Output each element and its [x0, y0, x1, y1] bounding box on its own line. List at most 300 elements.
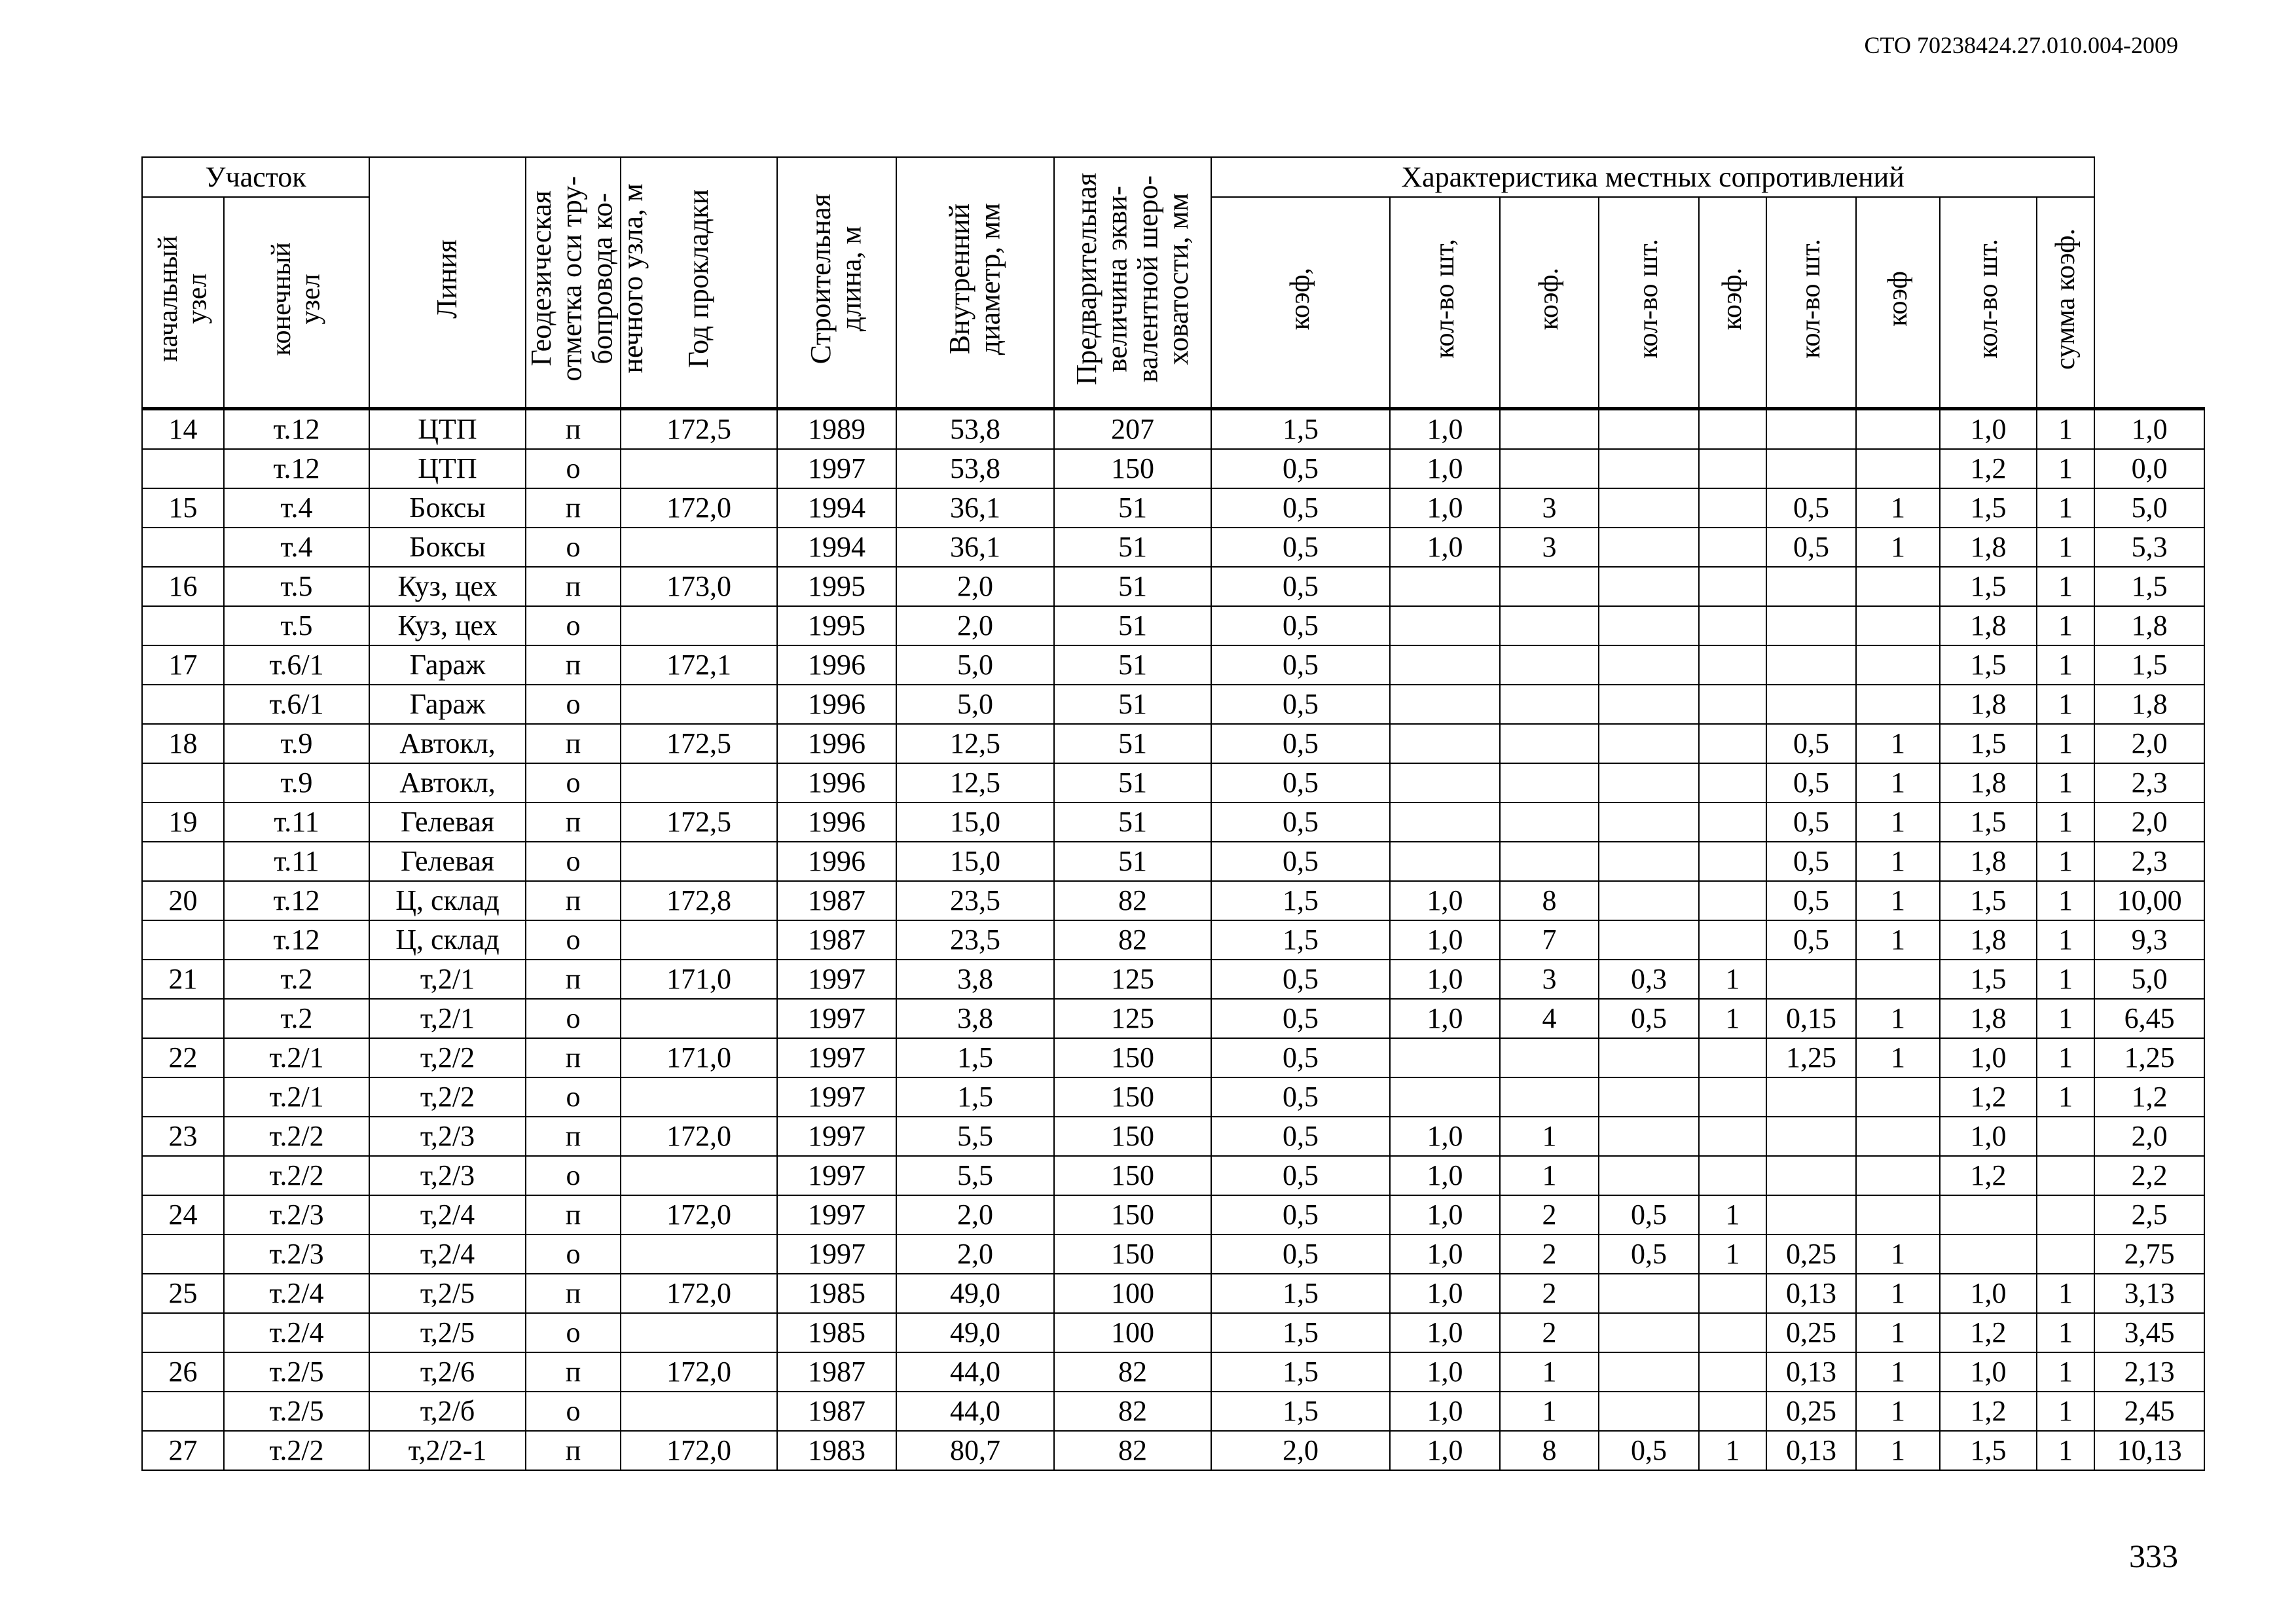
table-cell: 2,5 — [2094, 1195, 2204, 1235]
table-cell: Боксы — [369, 488, 526, 528]
table-cell: 2,0 — [896, 567, 1054, 606]
table-cell — [1766, 449, 1856, 488]
table-cell: 1 — [1856, 1274, 1940, 1313]
table-cell: 23 — [142, 1117, 224, 1156]
header-inner-diameter: Внутренний диаметр, мм — [896, 157, 1054, 409]
table-cell: 1 — [1856, 920, 1940, 960]
table-cell: 0,5 — [1211, 999, 1390, 1038]
table-cell — [1699, 763, 1766, 803]
table-cell: 1,2 — [1940, 1077, 2037, 1117]
table-cell: 1997 — [777, 999, 896, 1038]
table-cell: т,2/2 — [369, 1077, 526, 1117]
table-cell: 1 — [1856, 1431, 1940, 1470]
table-cell: 44,0 — [896, 1352, 1054, 1392]
table-cell: 0,5 — [1211, 645, 1390, 685]
table-cell — [1599, 881, 1699, 920]
table-cell: 1,0 — [1940, 1038, 2037, 1077]
table-cell: 5,0 — [896, 685, 1054, 724]
table-row — [142, 1038, 2204, 1077]
table-cell: 2,3 — [2094, 763, 2204, 803]
table-cell: т.6/1 — [224, 645, 369, 685]
table-cell: 15 — [142, 488, 224, 528]
table-cell — [1390, 763, 1500, 803]
table-cell: о — [526, 606, 621, 645]
table-cell — [1856, 685, 1940, 724]
table-cell: 14 — [142, 409, 224, 450]
table-cell: т,2/6 — [369, 1352, 526, 1392]
table-cell — [1766, 1077, 1856, 1117]
page-number: 333 — [2129, 1538, 2178, 1574]
table-cell — [1500, 567, 1599, 606]
table-cell — [142, 842, 224, 881]
table-cell: 1 — [2037, 1077, 2094, 1117]
table-cell: п — [526, 1352, 621, 1392]
table-cell: 15,0 — [896, 803, 1054, 842]
table-cell: 0,5 — [1211, 1235, 1390, 1274]
table-cell — [1699, 1156, 1766, 1195]
header-coef-1: коэф, — [1211, 197, 1390, 409]
table-cell: о — [526, 999, 621, 1038]
table-cell: 1 — [2037, 685, 2094, 724]
table-cell: 1,8 — [2094, 606, 2204, 645]
table-cell: о — [526, 920, 621, 960]
table-cell: 1 — [1856, 1038, 1940, 1077]
table-row — [142, 1274, 2204, 1313]
table-cell — [621, 1313, 777, 1352]
table-cell: п — [526, 960, 621, 999]
header-coef-3: коэф. — [1699, 197, 1766, 409]
table-cell: 1987 — [777, 920, 896, 960]
table-cell — [1599, 1313, 1699, 1352]
table-cell: 49,0 — [896, 1313, 1054, 1352]
table-cell: 1,5 — [1940, 724, 2037, 763]
table-cell: 100 — [1054, 1274, 1211, 1313]
table-cell: 82 — [1054, 1431, 1211, 1470]
table-cell: о — [526, 1077, 621, 1117]
table-cell: 0,5 — [1211, 488, 1390, 528]
table-cell: т.2/3 — [224, 1195, 369, 1235]
table-cell: 1987 — [777, 1392, 896, 1431]
table-cell: 171,0 — [621, 1038, 777, 1077]
table-cell: 1 — [2037, 999, 2094, 1038]
table-cell: 1,0 — [1390, 1274, 1500, 1313]
table-cell: 1 — [2037, 803, 2094, 842]
table-cell — [1599, 842, 1699, 881]
table-cell — [1856, 1077, 1940, 1117]
table-cell: т,2/б — [369, 1392, 526, 1431]
table-row — [142, 920, 2204, 960]
table-cell: 0,5 — [1211, 960, 1390, 999]
table-cell: 172,0 — [621, 1195, 777, 1235]
table-cell — [621, 1077, 777, 1117]
table-row — [142, 528, 2204, 567]
table-cell: 1 — [1856, 1392, 1940, 1431]
table-cell: 1,0 — [1390, 881, 1500, 920]
table-cell: 2 — [1500, 1195, 1599, 1235]
table-cell: 172,0 — [621, 1352, 777, 1392]
table-cell — [1390, 724, 1500, 763]
table-cell: о — [526, 1156, 621, 1195]
table-cell: 1,8 — [1940, 528, 2037, 567]
table-cell — [1940, 1235, 2037, 1274]
table-cell: 1,0 — [1390, 1352, 1500, 1392]
table-cell — [1500, 1077, 1599, 1117]
table-cell: т,2/5 — [369, 1313, 526, 1352]
table-cell — [1699, 842, 1766, 881]
table-cell: т.2/2 — [224, 1117, 369, 1156]
table-cell: 1987 — [777, 1352, 896, 1392]
table-cell — [621, 606, 777, 645]
table-cell — [1856, 1117, 1940, 1156]
table-cell: 1,5 — [2094, 645, 2204, 685]
table-cell: 1,2 — [1940, 449, 2037, 488]
table-cell: 26 — [142, 1352, 224, 1392]
table-cell — [1699, 1392, 1766, 1431]
table-cell — [142, 606, 224, 645]
table-cell: 172,8 — [621, 881, 777, 920]
table-cell: т.2/1 — [224, 1077, 369, 1117]
table-cell — [1699, 1274, 1766, 1313]
table-cell: т.2/5 — [224, 1352, 369, 1392]
table-cell: 1,0 — [1390, 409, 1500, 450]
table-cell — [1599, 1352, 1699, 1392]
table-cell — [1599, 724, 1699, 763]
table-cell: 0,5 — [1766, 528, 1856, 567]
table-cell: 2,0 — [896, 1235, 1054, 1274]
table-cell: 2,3 — [2094, 842, 2204, 881]
table-cell: 1 — [2037, 1431, 2094, 1470]
table-cell: 23,5 — [896, 920, 1054, 960]
table-cell: 1 — [2037, 1352, 2094, 1392]
table-row — [142, 1352, 2204, 1392]
header-construction-length: Строительная длина, м — [777, 157, 896, 409]
table-cell: 1 — [2037, 1313, 2094, 1352]
table-cell: 1,8 — [1940, 763, 2037, 803]
table-cell: 1997 — [777, 1235, 896, 1274]
table-cell: 1,5 — [896, 1038, 1054, 1077]
table-cell — [1699, 449, 1766, 488]
table-cell: т,2/2-1 — [369, 1431, 526, 1470]
table-cell: 2,0 — [2094, 803, 2204, 842]
table-cell — [142, 1392, 224, 1431]
table-cell: т.12 — [224, 409, 369, 450]
table-cell: 8 — [1500, 1431, 1599, 1470]
table-cell — [1599, 606, 1699, 645]
table-cell: ЦТП — [369, 409, 526, 450]
table-cell: п — [526, 1195, 621, 1235]
header-line: Линия — [369, 157, 526, 409]
table-cell: 3 — [1500, 528, 1599, 567]
table-cell: 0,5 — [1211, 528, 1390, 567]
table-cell: 0,5 — [1211, 763, 1390, 803]
table-cell: 1,5 — [1211, 1313, 1390, 1352]
table-cell: Куз, цех — [369, 567, 526, 606]
table-cell: 1 — [1856, 528, 1940, 567]
table-cell: 1,0 — [1390, 1117, 1500, 1156]
table-cell — [621, 528, 777, 567]
table-cell: 1 — [1856, 1352, 1940, 1392]
table-cell: 82 — [1054, 1392, 1211, 1431]
table-cell — [1599, 685, 1699, 724]
table-cell: 1994 — [777, 488, 896, 528]
table-cell — [1699, 1117, 1766, 1156]
table-row — [142, 1156, 2204, 1195]
table-cell: 1997 — [777, 1195, 896, 1235]
table-cell: 0,25 — [1766, 1235, 1856, 1274]
table-cell: 150 — [1054, 1235, 1211, 1274]
table-cell: 1,0 — [1390, 1195, 1500, 1235]
table-cell: 3,45 — [2094, 1313, 2204, 1352]
table-cell — [1500, 449, 1599, 488]
table-row — [142, 1077, 2204, 1117]
table-cell: 51 — [1054, 528, 1211, 567]
table-row — [142, 1195, 2204, 1235]
table-cell — [1599, 803, 1699, 842]
table-cell — [1500, 1038, 1599, 1077]
table-row — [142, 567, 2204, 606]
table-cell: т.9 — [224, 763, 369, 803]
table-cell: 1 — [2037, 488, 2094, 528]
table-cell — [142, 920, 224, 960]
table-cell: 172,0 — [621, 1274, 777, 1313]
table-cell — [1599, 1274, 1699, 1313]
table-cell: 51 — [1054, 606, 1211, 645]
table-cell — [1599, 1077, 1699, 1117]
table-cell: 1,0 — [2094, 409, 2204, 450]
table-cell: 1,0 — [1390, 1313, 1500, 1352]
table-cell: 150 — [1054, 1038, 1211, 1077]
table-cell: 1 — [2037, 960, 2094, 999]
table-cell: 207 — [1054, 409, 1211, 450]
table-cell: 0,5 — [1599, 1235, 1699, 1274]
table-cell: 1 — [2037, 842, 2094, 881]
table-cell — [1699, 881, 1766, 920]
table-cell: 49,0 — [896, 1274, 1054, 1313]
table-cell — [142, 1235, 224, 1274]
table-cell: 1,8 — [1940, 842, 2037, 881]
header-local-resistances: Характеристика местных сопротивлений — [1211, 157, 2094, 197]
table-cell: Автокл, — [369, 724, 526, 763]
table-cell — [1699, 1077, 1766, 1117]
table-cell — [1599, 1038, 1699, 1077]
table-cell: Боксы — [369, 528, 526, 567]
table-cell: 16 — [142, 567, 224, 606]
table-cell — [142, 763, 224, 803]
table-cell: 171,0 — [621, 960, 777, 999]
table-cell: 0,15 — [1766, 999, 1856, 1038]
header-count-4: кол-во шт. — [1940, 197, 2037, 409]
table-cell: 1,5 — [2094, 567, 2204, 606]
table-cell: 1989 — [777, 409, 896, 450]
table-cell: 1 — [2037, 645, 2094, 685]
hydraulic-data-table — [141, 156, 2205, 1471]
table-cell: 18 — [142, 724, 224, 763]
table-cell: 1,0 — [1940, 409, 2037, 450]
table-cell — [1500, 724, 1599, 763]
table-cell — [1699, 685, 1766, 724]
table-cell — [142, 528, 224, 567]
header-roughness: Предварительная величина экви- валентной шеро- ховатости, мм — [1054, 157, 1211, 409]
table-cell: 1,0 — [1390, 999, 1500, 1038]
table-cell: 1,2 — [1940, 1156, 2037, 1195]
table-row — [142, 960, 2204, 999]
table-cell — [1599, 763, 1699, 803]
table-cell: 0,5 — [1211, 1117, 1390, 1156]
table-row — [142, 842, 2204, 881]
table-cell: 100 — [1054, 1313, 1211, 1352]
table-cell — [1699, 409, 1766, 450]
table-cell: 1985 — [777, 1274, 896, 1313]
table-cell: 0,3 — [1599, 960, 1699, 999]
table-cell: п — [526, 409, 621, 450]
table-cell: 150 — [1054, 449, 1211, 488]
table-cell: 1 — [1500, 1352, 1599, 1392]
table-cell: 1985 — [777, 1313, 896, 1352]
table-cell: 1995 — [777, 606, 896, 645]
table-cell: 0,5 — [1211, 1077, 1390, 1117]
table-cell — [1599, 920, 1699, 960]
table-cell: 2,2 — [2094, 1156, 2204, 1195]
table-cell: 0,25 — [1766, 1313, 1856, 1352]
table-cell — [621, 1392, 777, 1431]
table-cell: 1995 — [777, 567, 896, 606]
table-cell: 1997 — [777, 1077, 896, 1117]
table-cell — [1699, 488, 1766, 528]
table-cell: 1,8 — [2094, 685, 2204, 724]
table-cell: т,2/5 — [369, 1274, 526, 1313]
table-cell — [1856, 960, 1940, 999]
table-cell — [1500, 409, 1599, 450]
table-cell: 1 — [1856, 803, 1940, 842]
table-cell: Гараж — [369, 645, 526, 685]
table-cell: п — [526, 1038, 621, 1077]
table-cell: 8 — [1500, 881, 1599, 920]
table-cell: 0,5 — [1211, 606, 1390, 645]
table-cell — [1766, 1117, 1856, 1156]
table-cell — [1699, 567, 1766, 606]
table-cell — [1599, 645, 1699, 685]
table-cell: 172,0 — [621, 488, 777, 528]
table-cell — [1390, 606, 1500, 645]
table-cell: Ц, склад — [369, 881, 526, 920]
table-cell — [2037, 1195, 2094, 1235]
table-cell: 0,13 — [1766, 1274, 1856, 1313]
table-cell: 82 — [1054, 920, 1211, 960]
table-cell: 53,8 — [896, 449, 1054, 488]
table-cell: 0,25 — [1766, 1392, 1856, 1431]
table-cell: 150 — [1054, 1156, 1211, 1195]
table-cell: 25 — [142, 1274, 224, 1313]
table-cell: п — [526, 803, 621, 842]
table-cell: т,2/4 — [369, 1235, 526, 1274]
table-cell: 51 — [1054, 724, 1211, 763]
table-cell: т.5 — [224, 567, 369, 606]
table-cell: о — [526, 1392, 621, 1431]
table-cell: 5,0 — [2094, 960, 2204, 999]
table-cell: Гелевая — [369, 842, 526, 881]
table-cell — [1856, 645, 1940, 685]
table-cell: 1 — [2037, 1274, 2094, 1313]
table-cell — [1500, 763, 1599, 803]
table-cell: 1,8 — [1940, 606, 2037, 645]
table-cell: 1,5 — [1940, 881, 2037, 920]
table-cell: Гелевая — [369, 803, 526, 842]
table-cell: 1,5 — [1211, 1274, 1390, 1313]
table-cell: т,2/3 — [369, 1117, 526, 1156]
table-cell: 1 — [2037, 763, 2094, 803]
table-cell — [142, 685, 224, 724]
table-cell: 1 — [1699, 1235, 1766, 1274]
table-cell: 0,5 — [1766, 803, 1856, 842]
header-end-node: конечный узел — [224, 197, 369, 409]
table-cell: 0,5 — [1599, 999, 1699, 1038]
table-cell: 125 — [1054, 960, 1211, 999]
table-cell — [621, 763, 777, 803]
table-row — [142, 999, 2204, 1038]
table-cell: 1,0 — [1940, 1117, 2037, 1156]
header-count-3: кол-во шт. — [1766, 197, 1856, 409]
table-cell: 1997 — [777, 960, 896, 999]
table-cell — [1599, 528, 1699, 567]
table-cell: т.2/5 — [224, 1392, 369, 1431]
header-coef-4: коэф — [1856, 197, 1940, 409]
table-cell: 172,5 — [621, 409, 777, 450]
table-cell — [142, 999, 224, 1038]
header-section: Участок — [142, 157, 369, 197]
table-cell — [1599, 1117, 1699, 1156]
table-cell: о — [526, 685, 621, 724]
table-cell — [1940, 1195, 2037, 1235]
table-row — [142, 645, 2204, 685]
table-cell: 1,25 — [1766, 1038, 1856, 1077]
table-cell — [1500, 685, 1599, 724]
header-count-1: кол-во шт, — [1390, 197, 1500, 409]
table-cell: 1,5 — [896, 1077, 1054, 1117]
table-cell: 1,0 — [1940, 1352, 2037, 1392]
table-cell: 1 — [1856, 842, 1940, 881]
table-cell: т,2/2 — [369, 1038, 526, 1077]
table-cell: 1997 — [777, 1156, 896, 1195]
table-cell: 2,75 — [2094, 1235, 2204, 1274]
table-cell — [1390, 645, 1500, 685]
header-geodetic-mark: Геодезическая отметка оси тру- бопровода ко- нечного узла, м — [526, 157, 621, 409]
table-cell: о — [526, 763, 621, 803]
table-cell: Автокл, — [369, 763, 526, 803]
table-cell — [1766, 645, 1856, 685]
table-cell: т.2 — [224, 999, 369, 1038]
table-cell: 172,5 — [621, 803, 777, 842]
table-cell — [1500, 645, 1599, 685]
table-cell — [2037, 1156, 2094, 1195]
table-cell: 10,00 — [2094, 881, 2204, 920]
table-cell: 1,5 — [1940, 645, 2037, 685]
table-row — [142, 1431, 2204, 1470]
table-cell: 1,0 — [1940, 1274, 2037, 1313]
table-cell: 0,5 — [1211, 724, 1390, 763]
table-cell: 1,5 — [1211, 1392, 1390, 1431]
table-cell: 1 — [1699, 1195, 1766, 1235]
table-cell: о — [526, 1313, 621, 1352]
table-cell: 172,1 — [621, 645, 777, 685]
table-cell: 1996 — [777, 763, 896, 803]
table-cell: п — [526, 567, 621, 606]
table-cell: о — [526, 449, 621, 488]
table-cell: 24 — [142, 1195, 224, 1235]
table-cell: т,2/1 — [369, 960, 526, 999]
table-cell — [2037, 1235, 2094, 1274]
table-cell — [1699, 1313, 1766, 1352]
table-cell: 1,2 — [1940, 1392, 2037, 1431]
